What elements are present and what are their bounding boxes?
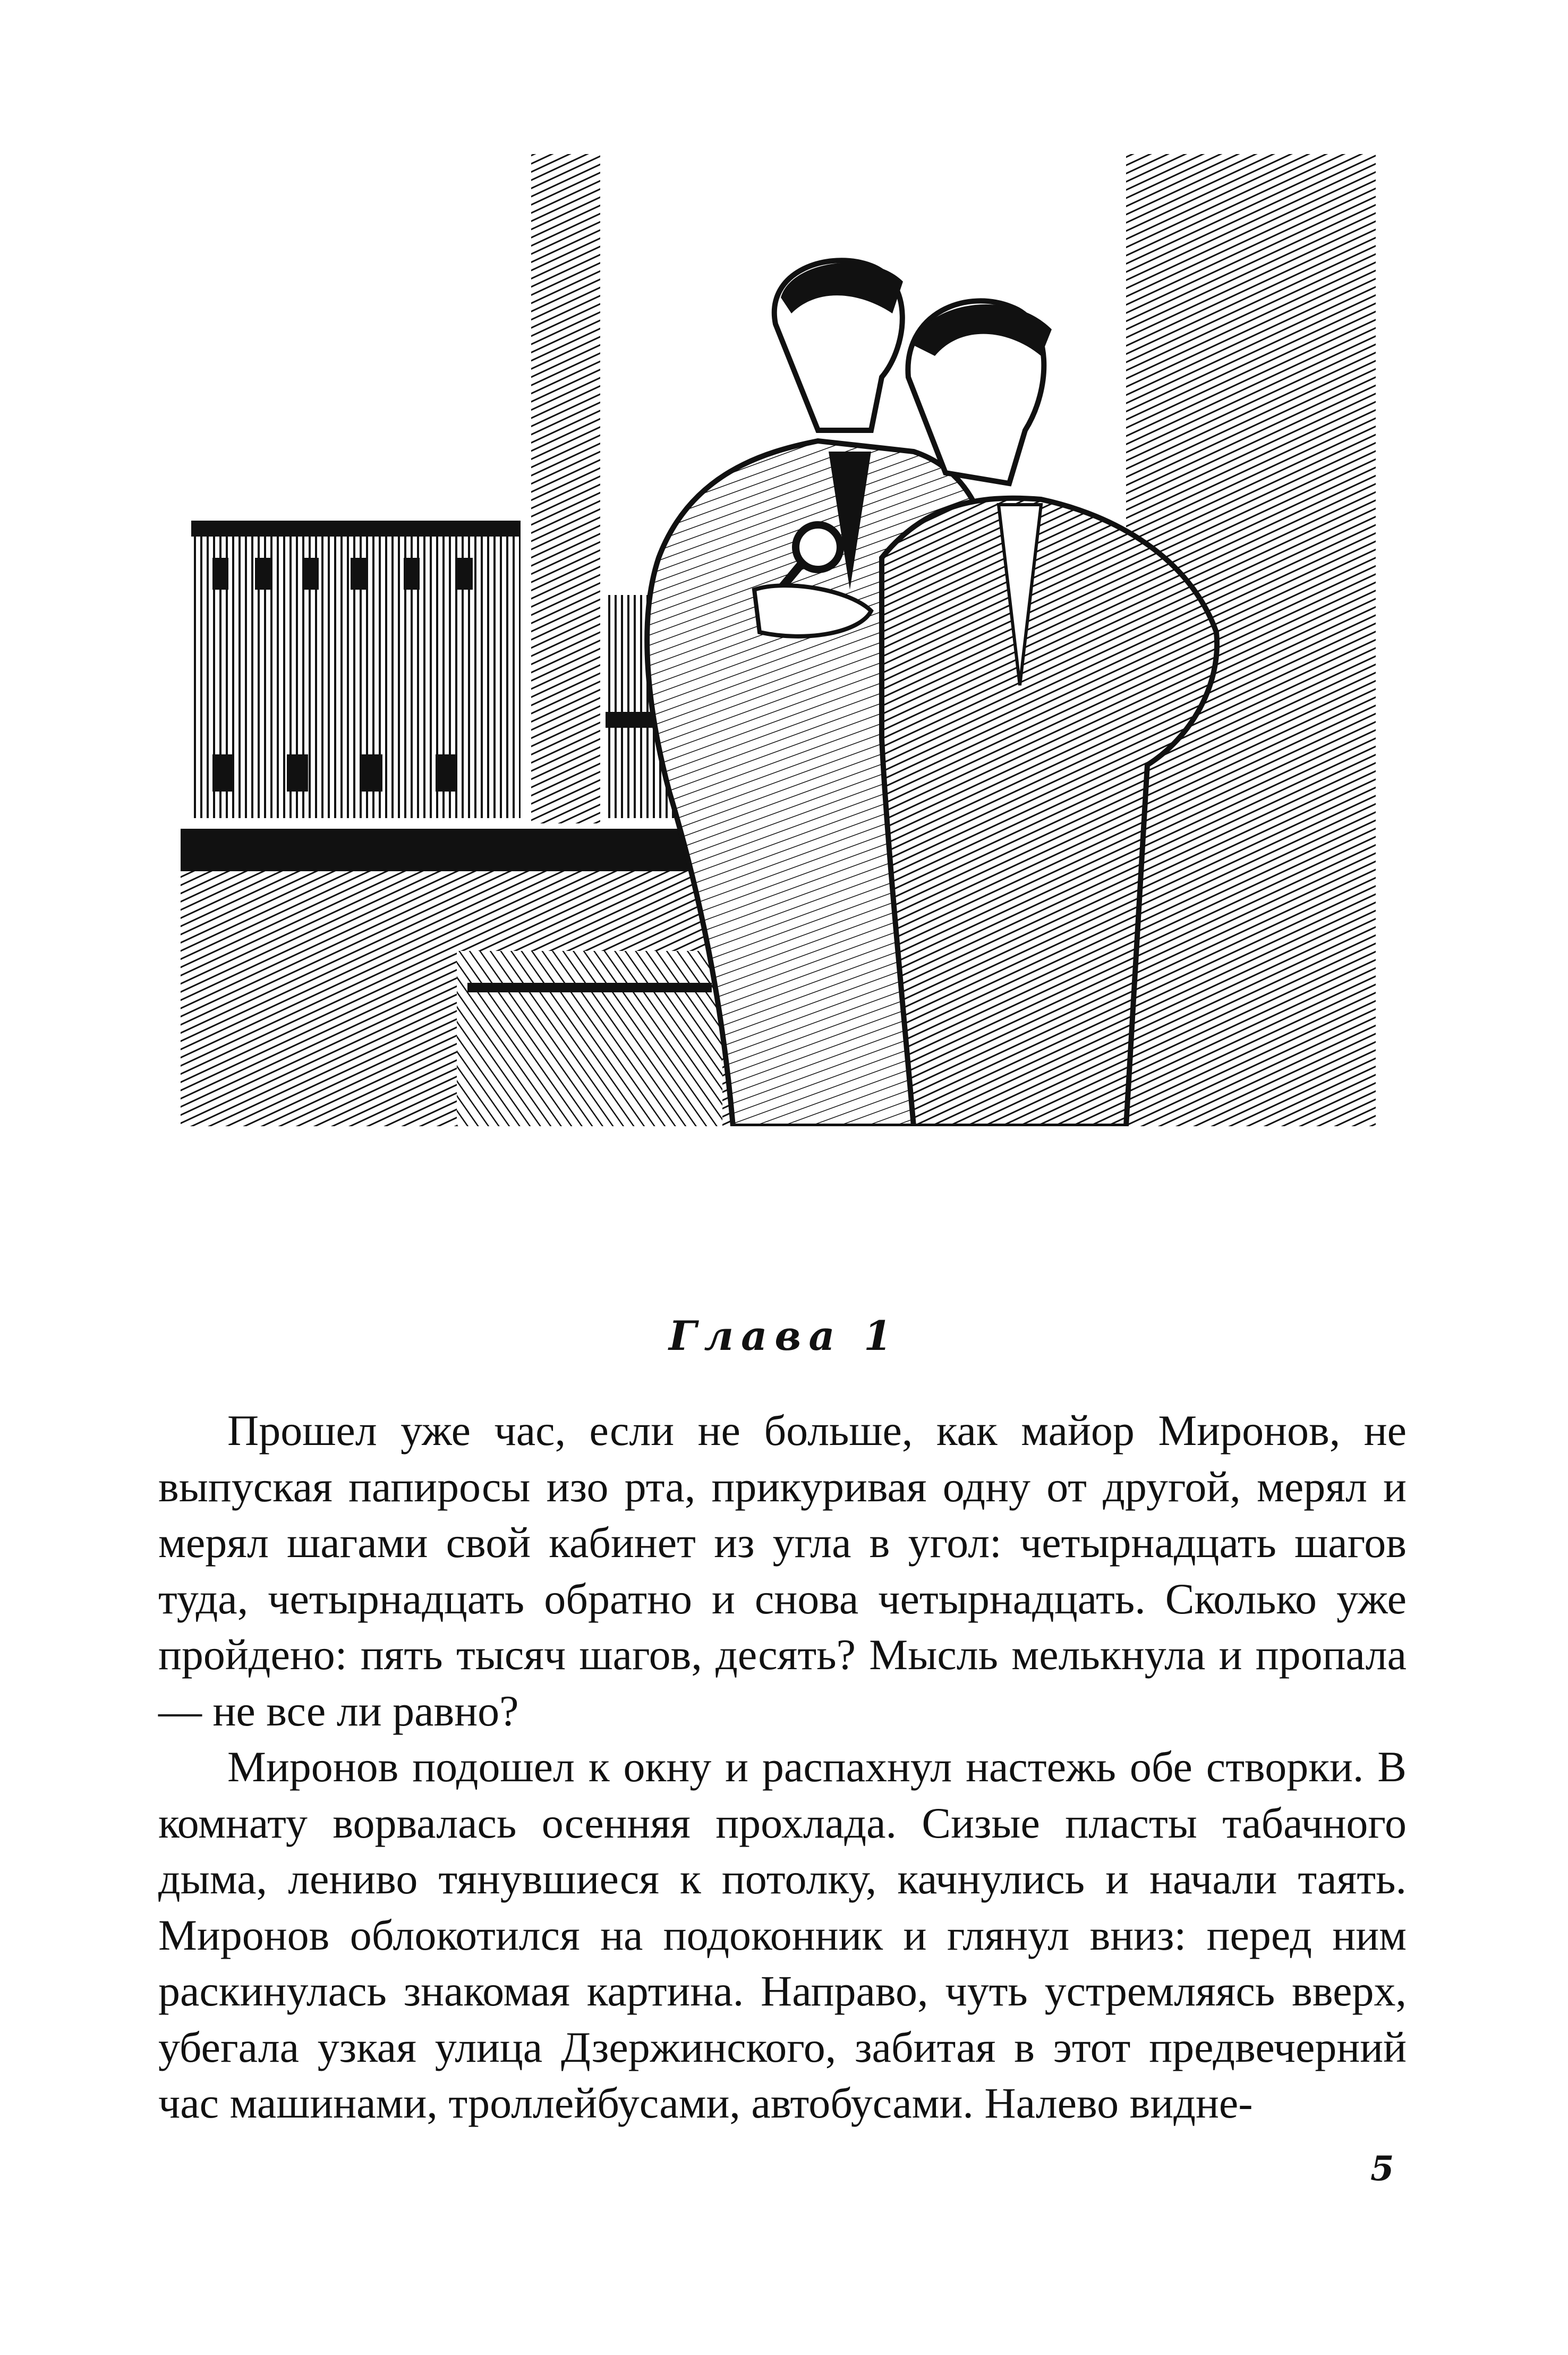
paragraph: Прошел уже час, если не больше, как майор Миронов, не выпуская папиросы изо рта, прикуривая одну от другой, мерял и мерял шагами свой кабинет из угла в угол: четырнадцать шагов туда, четырнадцать обратно и снова четырнадцать. Сколько уже пройдено: пять тысяч шагов, десять? Мысль мелькнула и пропала — не все ли равно?: [158, 1406, 1407, 1735]
city-buildings: [191, 521, 521, 818]
chapter-title: Глава 1: [669, 1312, 899, 1359]
illustration-drawing: [181, 154, 1376, 1126]
chapter-body: [158, 1402, 1407, 2131]
chapter-illustration: [181, 154, 1376, 1126]
paragraph: Миронов подошел к окну и распахнул настежь обе створки. В комнату ворвалась осенняя прохлада. Сизые пласты табачного дыма, лениво тянувшиеся к потолку, качнулись и начали таять. Миронов облокотился на подоконник и глянул вниз: перед ним раскинулась знакомая картина. Направо, чуть устремляясь вверх, убегала узкая улица Дзержинского, забитая в этот предвечерний час машинами, троллейбусами, автобусами. Налево видне-: [158, 1742, 1407, 2127]
desk: [181, 829, 765, 1126]
window-post: [531, 154, 600, 823]
page-number: 5: [1370, 2149, 1394, 2189]
